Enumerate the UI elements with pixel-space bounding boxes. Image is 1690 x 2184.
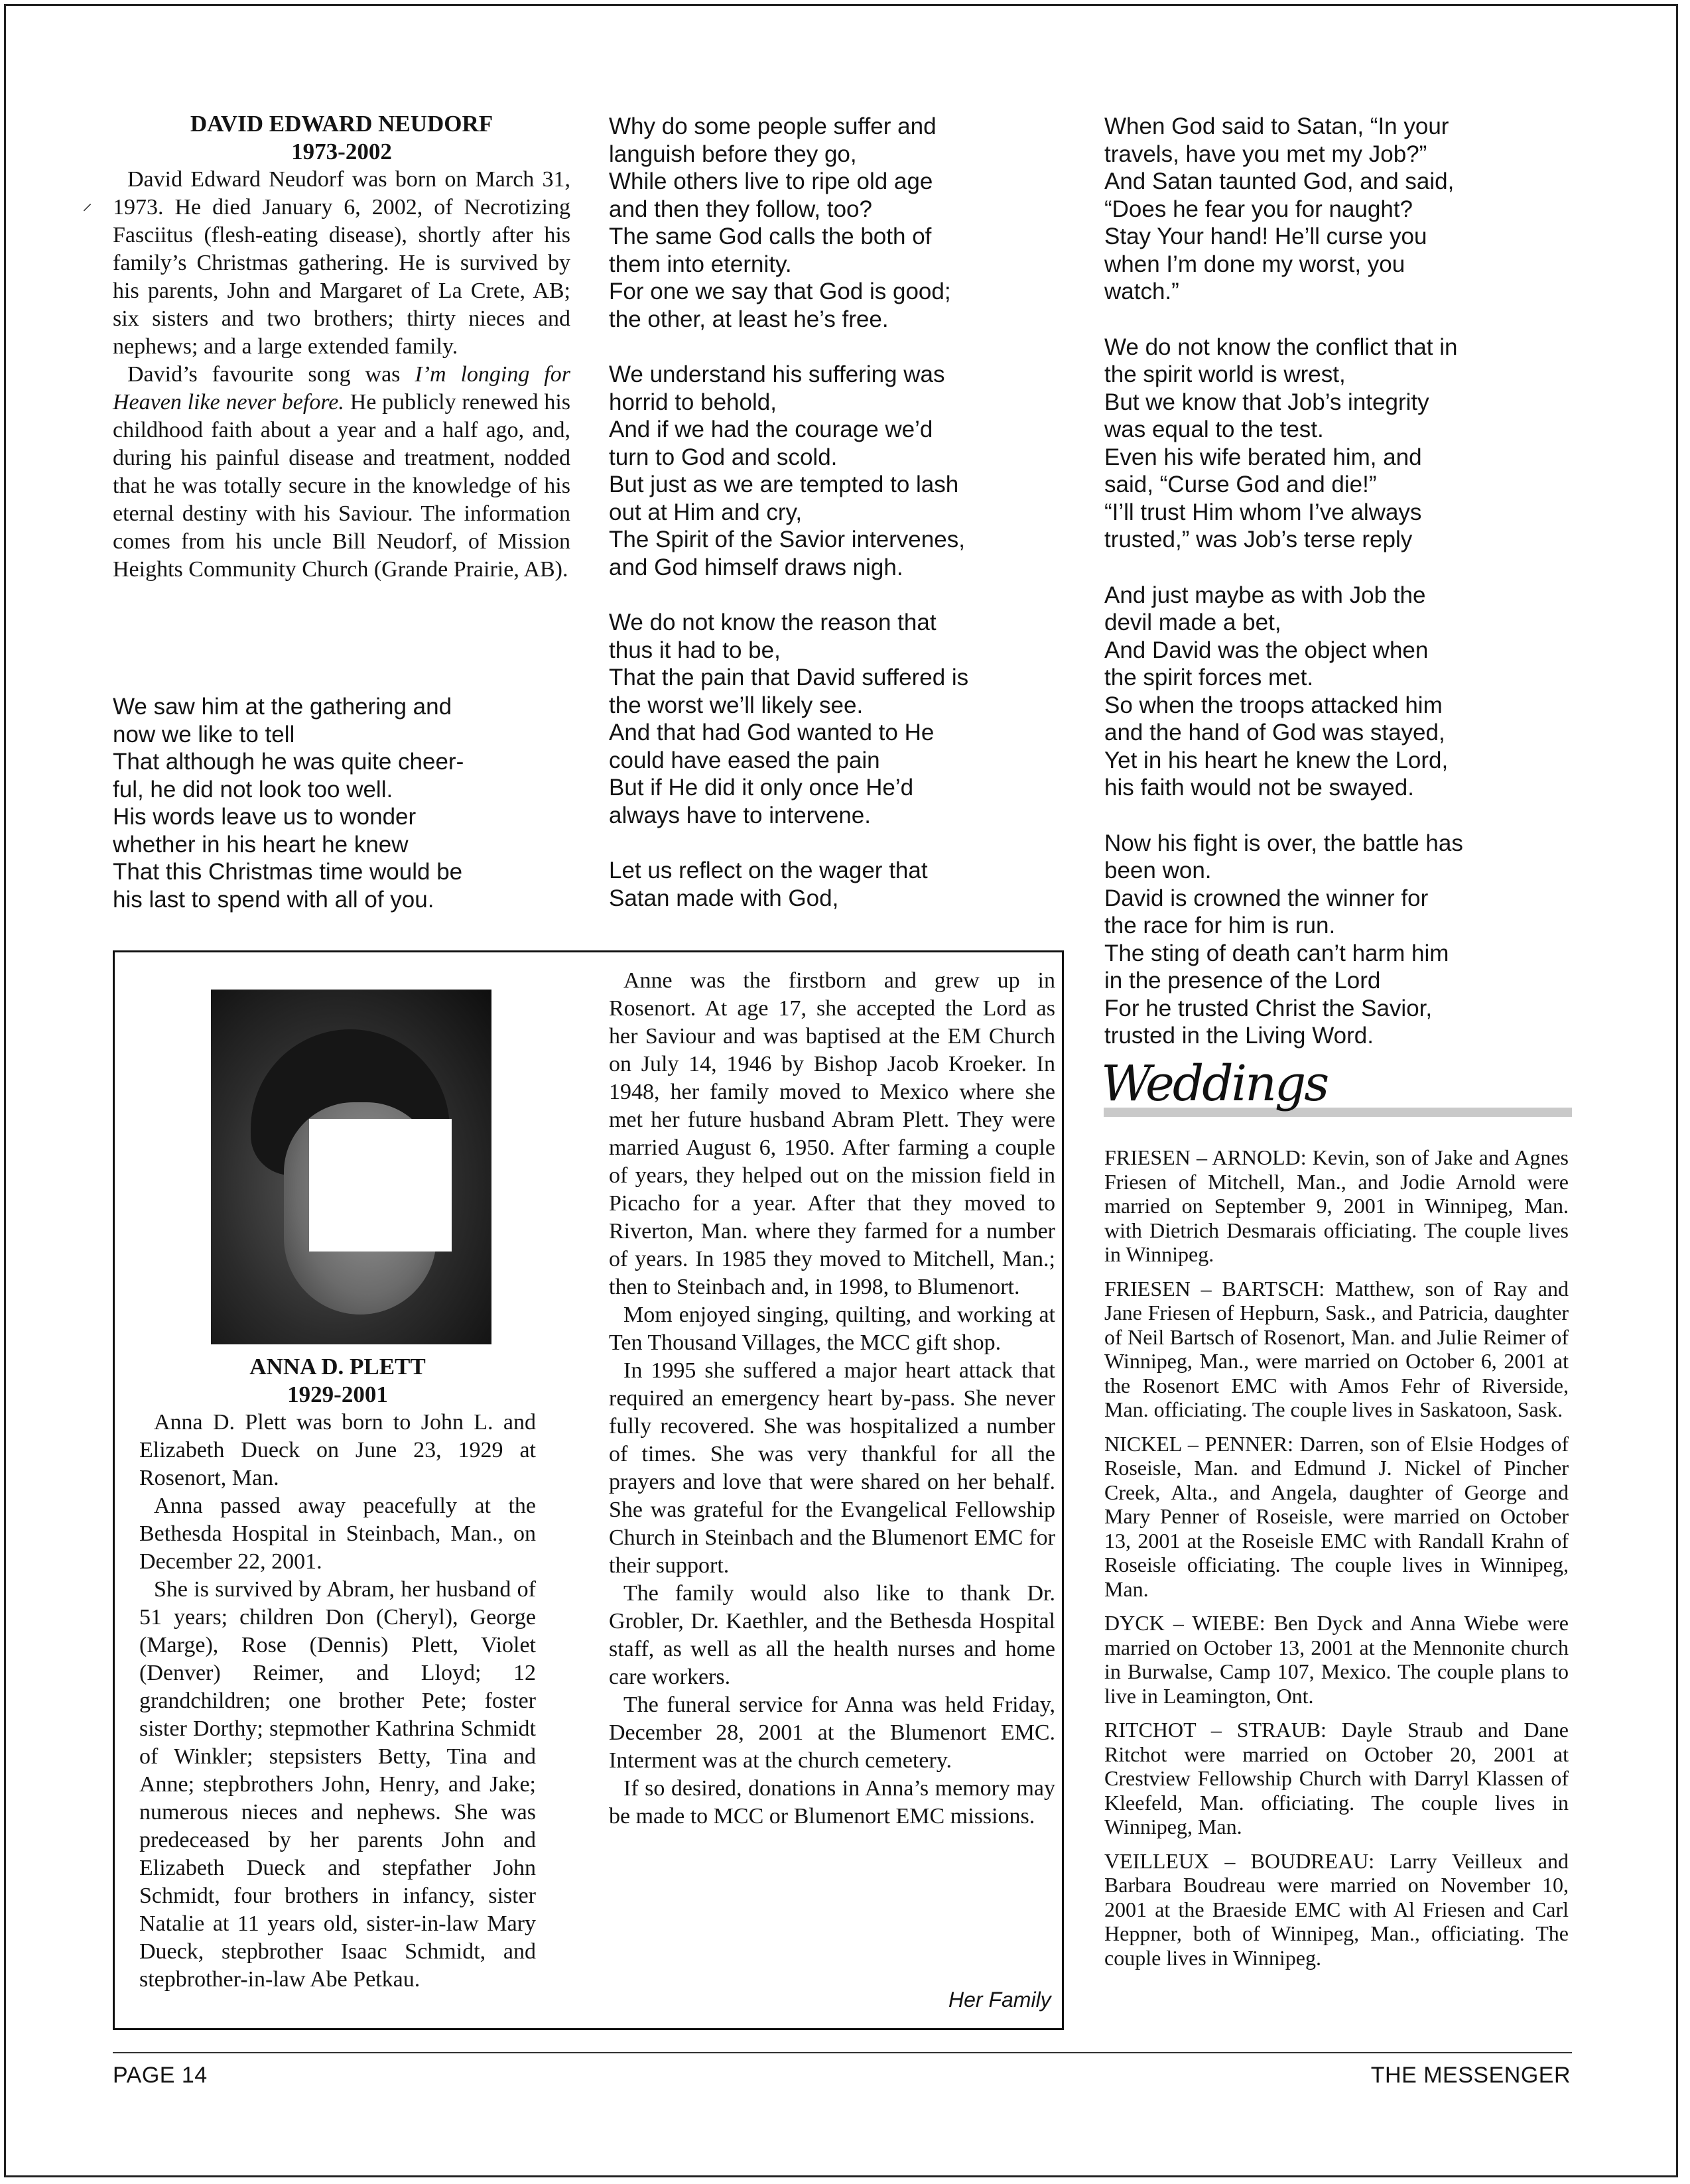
poem-column-2	[609, 113, 1080, 912]
poem-column-3	[1104, 113, 1575, 1050]
plett-right-column	[609, 967, 1055, 1831]
poem-stanza: We understand his suffering was horrid to behold, And if we had the courage we’d turn to God and scold. But just as we are tempted to lash out at Him and cry, The Spirit of the Savior intervenes, and God himself draws nigh.	[609, 361, 965, 580]
obituary-name: DAVID EDWARD NEUDORF	[190, 111, 493, 137]
portrait-photo	[211, 990, 491, 1344]
poem-stanza: When God said to Satan, “In your travels, have you met my Job?” And Satan taunted God, and said, “Does he fear you for naught? Stay Your hand! He’ll curse you when I’m done my worst, you watch.”	[1104, 113, 1455, 304]
margin-mark: ⸝	[82, 192, 92, 214]
obituary-years: 1973-2002	[291, 139, 392, 164]
poem-stanza: We do not know the conflict that in the spirit world is wrest, But we know that Job’s integrity was equal to the test. Even his wife berated him, and said, “Curse God and die!” “I’ll trust Him whom I’ve always trusted,” was Job’s terse reply	[1104, 334, 1458, 552]
obituary-paragraph: Mom enjoyed singing, quilting, and working at Ten Thousand Villages, the MCC gift shop.	[609, 1303, 1055, 1355]
obituary-signature: Her Family	[948, 1988, 1051, 2012]
obituary-name: ANNA D. PLETT	[249, 1354, 426, 1380]
weddings-heading: Weddings	[1101, 1055, 1328, 1112]
wedding-entry: VEILLEUX – BOUDREAU: Larry Veilleux and Barbara Boudreau were married on November 10, 2001 at the Braeside EMC with Al Friesen and Carl Heppner, both of Winnipeg, Man., officiating. The couple lives in Winnipeg.	[1104, 1848, 1569, 1970]
footer-rule	[113, 2052, 1572, 2053]
obituary-paragraph: Anna D. Plett was born to John L. and Elizabeth Dueck on June 23, 1929 at Rosenort, Man.	[139, 1410, 536, 1490]
poem-column-1	[113, 693, 577, 913]
wedding-entry: FRIESEN – ARNOLD: Kevin, son of Jake and Agnes Friesen of Mitchell, Man., and Jodie Arnold were married on September 9, 2001 in Winnipeg, Man. with Dietrich Desmarais officiating. The couple lives in Winnipeg.	[1104, 1145, 1569, 1266]
poem-stanza: Let us reflect on the wager that Satan made with God,	[609, 858, 928, 911]
poem-stanza: And just maybe as with Job the devil made a bet, And David was the object when the spirit forces met. So when the troops attacked him and the hand of God was stayed, Yet in his heart he knew the Lord, his faith would not be swayed.	[1104, 582, 1449, 801]
wedding-entry: RITCHOT – STRAUB: Dayle Straub and Dane Ritchot were married on October 20, 2001 at Crestview Fellowship Church with Darryl Klassen of Kleefeld, Man. officiating. The couple lives in Winnipeg, Man.	[1104, 1718, 1569, 1838]
poem-stanza: We do not know the reason that thus it had to be, That the pain that David suffered is the worst we’ll likely see. And that had God wanted to He could have eased the pain But if He did it only once He’d always have to intervene.	[609, 610, 969, 828]
obituary-paragraph-text: He publicly renewed his childhood faith about a year and a half ago, and, during his painful disease and treatment, nodded that he was totally secure in the knowledge of his eternal destiny with his Saviour. The information comes from his uncle Bill Neudorf, of Mission Heights Community Church (Grande Prairie, AB).	[113, 390, 570, 582]
obituary-paragraph: The family would also like to thank Dr. Grobler, Dr. Kaethler, and the Bethesda Hospital staff, as well as all the health nurses and home care workers.	[609, 1581, 1055, 1689]
obituary-years: 1929-2001	[287, 1381, 388, 1407]
poem-stanza: We saw him at the gathering and now we like to tell That although he was quite cheer- ful, he did not look too well. His words leave us to wonder whether in his heart he knew That this Christmas time would be his last to spend with all of you.	[113, 694, 464, 913]
page-number: PAGE 14	[113, 2063, 208, 2088]
obituary-paragraph: Anne was the firstborn and grew up in Rosenort. At age 17, she accepted the Lord as her Saviour and was baptised at the EM Church on July 14, 1946 by Bishop Jacob Kroeker. In 1948, her family moved to Mexico where she met her future husband Abram Plett. They were married August 6, 1950. After farming a couple of years, they helped out on the mission field in Picacho for a year. After that they moved to Riverton, Man. where they farmed for a number of years. In 1985 they moved to Mitchell, Man.; then to Steinbach and, in 1998, to Blumenort.	[609, 968, 1055, 1299]
publication-name: THE MESSENGER	[1370, 2063, 1571, 2088]
obituary-paragraph: She is survived by Abram, her husband of 51 years; children Don (Cheryl), George (Marge), Rose (Dennis) Plett, Violet (Denver) Reimer, and Lloyd; 12 grandchildren; one brother Pete; foster sister Dorthy; stepmother Kathrina Schmidt of Winkler; stepsisters Betty, Tina and Anne; stepbrothers John, Henry, and Jake; numerous nieces and nephews. She was predeceased by her parents John and Elizabeth Dueck and stepfather John Schmidt, four brothers in infancy, sister Natalie at 11 years old, sister-in-law Mary Dueck, stepbrother Isaac Schmidt, and stepbrother-in-law Abe Petkau.	[139, 1577, 536, 1992]
obituary-paragraph: The funeral service for Anna was held Friday, December 28, 2001 at the Blumenort EMC. Interment was at the church cemetery.	[609, 1693, 1055, 1773]
obituary-paragraph: In 1995 she suffered a major heart attack that required an emergency heart by-pass. She never fully recovered. She was hospitalized a number of times. She was very thankful for all the prayers and love that were shared on her behalf. She was grateful for the Evangelical Fellowship Church in Steinbach and the Blumenort EMC for their support.	[609, 1358, 1055, 1578]
obituary-paragraph: David Edward Neudorf was born on March 31, 1973. He died January 6, 2002, of Necrotizing Fasciitus (flesh-eating disease), shortly after his family’s Christmas gathering. He is survived by his parents, John and Margaret of La Crete, AB; six sisters and two brothers; thirty nieces and nephews; and a large extended family.	[113, 167, 570, 359]
plett-left-column	[139, 1353, 536, 1994]
redaction-box	[309, 1119, 452, 1252]
obituary-paragraph	[113, 361, 570, 584]
weddings-list	[1104, 1145, 1569, 1980]
obituary-paragraph: Anna passed away peacefully at the Bethesda Hospital in Steinbach, Man., on December 22, 2001.	[139, 1494, 536, 1574]
poem-stanza: Why do some people suffer and languish before they go, While others live to ripe old age and then they follow, too? The same God calls the both of them into eternity. For one we say that God is good; the other, at least he’s free.	[609, 113, 951, 332]
song-title: I’m longing for Heaven like never before.	[113, 362, 570, 415]
song-intro: David’s favourite song was	[127, 362, 415, 387]
wedding-entry: NICKEL – PENNER: Darren, son of Elsie Hodges of Roseisle, Man. and Edmund J. Nickel of Pincher Creek, Alta., and Angela, daughter of George and Mary Penner of Roseisle, were married on October 13, 2001 at the Roseisle EMC with Randall Krahn of Roseisle officiating. The couple lives in Winnipeg, Man.	[1104, 1431, 1569, 1601]
wedding-entry: DYCK – WIEBE: Ben Dyck and Anna Wiebe were married on October 13, 2001 at the Mennonite church in Burwalse, Camp 107, Mexico. The couple plans to live in Leamington, Ont.	[1104, 1611, 1569, 1708]
obituary-paragraph: If so desired, donations in Anna’s memory may be made to MCC or Blumenort EMC missions.	[609, 1776, 1055, 1829]
neudorf-obituary	[113, 110, 570, 584]
poem-stanza: Now his fight is over, the battle has been won. David is crowned the winner for the race for him is run. The sting of death can’t harm him in the presence of the Lord For he trusted Christ the Savior, trusted in the Living Word.	[1104, 830, 1463, 1049]
wedding-entry: FRIESEN – BARTSCH: Matthew, son of Ray and Jane Friesen of Hepburn, Sask., and Patricia, daughter of Neil Bartsch of Rosenort, Man. and Julie Reimer of Winnipeg, Man., were married on October 6, 2001 at the Rosenort EMC with Amos Fehr of Riverside, Man. officiating. The couple lives in Saskatoon, Sask.	[1104, 1276, 1569, 1421]
